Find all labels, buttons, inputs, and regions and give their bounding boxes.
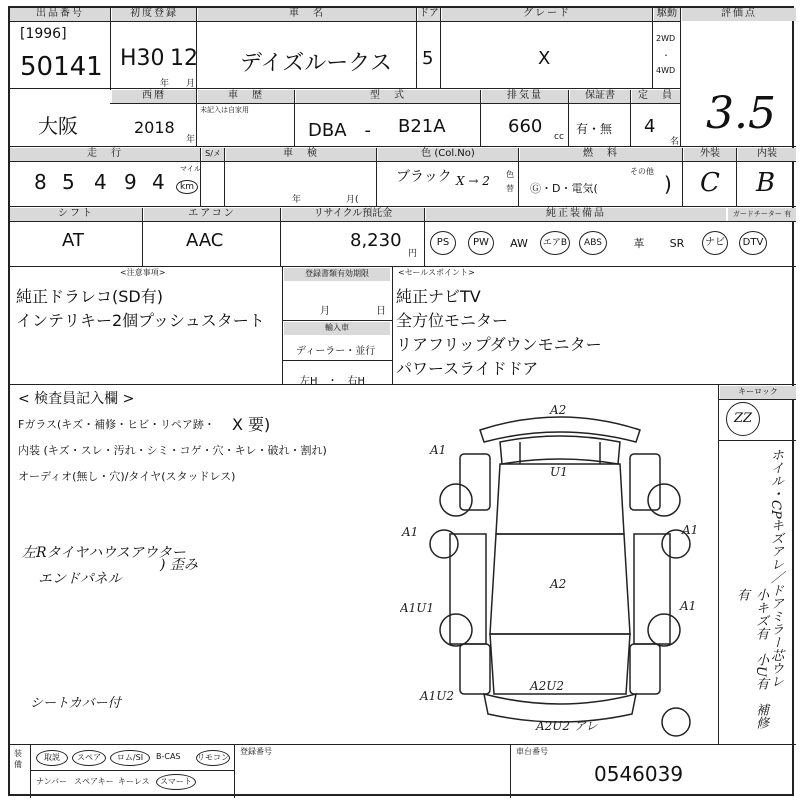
rule: [10, 206, 796, 207]
rule: [416, 8, 417, 88]
footer-option: スペアキー: [74, 777, 114, 786]
shift-header: シフト: [10, 208, 142, 221]
rule: [518, 148, 519, 206]
displacement-unit: cc: [554, 132, 564, 142]
steering-options: 左H ・ 右H: [300, 376, 366, 387]
handwritten-note: シートカバー付: [30, 696, 121, 711]
location: 大阪: [38, 114, 78, 138]
ac-value: AAC: [186, 230, 224, 251]
lot-code: [1996]: [20, 26, 67, 42]
western-year: 2018: [134, 118, 175, 137]
caution-line: インテリキー2個プッシュスタート: [16, 311, 265, 330]
front-right-fender: [630, 454, 660, 510]
damage-mark: A1: [402, 525, 419, 539]
equipment-ps: PS: [428, 230, 458, 256]
history-note: 未記入は自家用: [200, 106, 249, 114]
rule: [510, 744, 511, 798]
handwritten-note: エンドパネル: [38, 571, 122, 587]
sales-point: 全方位モニター: [396, 311, 509, 330]
recycle-unit: 円: [408, 249, 418, 259]
grade-header: グレード: [442, 8, 652, 21]
equipment-pw: PW: [466, 230, 496, 256]
registration-expiry-header: 登録書類有効期限: [284, 268, 390, 281]
first-reg-era: H30: [120, 46, 165, 71]
caution-line: 純正ドラレコ(SD有): [16, 287, 163, 306]
grade: X: [538, 48, 551, 69]
wheel-fl: [440, 484, 472, 516]
color-change-mark: X → 2: [456, 174, 490, 188]
first-registration-header: 初度登録: [112, 8, 196, 21]
hood-front: [500, 436, 620, 464]
rule: [568, 90, 569, 146]
rule: [652, 8, 653, 88]
left-doors: [450, 534, 486, 644]
damage-mark: A2: [550, 577, 567, 591]
month-unit: 月: [186, 79, 196, 89]
mileage-digit: 4: [94, 170, 107, 194]
rule: [224, 148, 225, 206]
damage-mark: A1: [430, 443, 447, 457]
mileage-digit: 5: [62, 170, 75, 194]
footer-option: ナンバー: [36, 777, 68, 786]
rule: [424, 208, 425, 266]
mileage-digit: 9: [124, 170, 137, 194]
damage-mark: A1: [680, 599, 697, 613]
front-left-fender: [460, 454, 490, 510]
color-name: ブラック: [396, 169, 452, 185]
rule: [376, 148, 377, 206]
side-note: ホイル・CPキズアレ／ドアミラー芯ウレ: [768, 448, 783, 688]
sales-point: リアフリップダウンモニター: [396, 335, 602, 354]
damage-mark: A2: [550, 403, 567, 417]
damage-mark: A1U1: [400, 601, 435, 615]
fuel-close-paren: ): [664, 172, 672, 196]
capacity-unit: 名: [670, 137, 680, 147]
rear-right-fender: [630, 644, 660, 694]
rule: [10, 88, 680, 89]
footer-option: ロム/SI: [110, 750, 150, 766]
inspection-year-unit: 年: [292, 195, 302, 205]
model-prefix: DBA -: [308, 120, 372, 141]
front-bumper: [480, 417, 640, 442]
km-unit-circled: km: [176, 180, 198, 194]
import-options: ディーラー・並行: [296, 346, 376, 357]
glass-mark: X 要): [232, 415, 271, 434]
wheel-rl: [440, 614, 472, 646]
capacity-header: 定 員: [632, 90, 680, 103]
equipment-airbag: エアB: [540, 230, 570, 256]
color-header: 色 (Col.No): [378, 148, 518, 161]
fuel-options: Ⓖ・D・電気(: [530, 182, 598, 195]
drive-2wd: 2WD: [656, 34, 676, 43]
import-header: 輸入車: [284, 322, 390, 335]
damage-mark: A1: [682, 523, 699, 537]
rule: [294, 90, 295, 146]
rule: [718, 384, 719, 744]
damage-mark: U1: [550, 465, 568, 479]
drive-4wd: 4WD: [656, 66, 676, 75]
ac-header: エアコン: [144, 208, 280, 221]
inspection-title: < 検査員記入欄 >: [18, 391, 135, 407]
footer-option: リモコン: [196, 750, 230, 766]
rule: [10, 146, 796, 147]
rule: [30, 744, 31, 798]
model-header: 型 式: [296, 90, 480, 103]
rule: [718, 440, 796, 441]
interior-line: 内装 (キズ・スレ・汚れ・シミ・コゲ・穴・キレ・破れ・割れ): [18, 444, 327, 457]
chassis-number: 0546039: [594, 762, 684, 786]
exterior-grade: C: [700, 168, 720, 198]
mirror-left: [430, 530, 458, 558]
damage-mark: A2U2 アレ: [536, 719, 598, 733]
door-header: ドア: [419, 8, 439, 19]
equipment-side-label: 装備: [14, 749, 22, 769]
door-count: 5: [422, 48, 434, 69]
rule: [682, 148, 683, 206]
car-damage-diagram: [400, 394, 720, 744]
rear-bumper: [484, 694, 636, 722]
drive-sep: ・: [662, 51, 670, 60]
score-header: 評価点: [682, 8, 796, 21]
recycle-header: リサイクル預託金: [282, 208, 424, 221]
fuel-other-label: その他: [630, 167, 654, 176]
rule: [10, 161, 796, 162]
lot-number: 50141: [20, 52, 103, 82]
rule: [480, 90, 481, 146]
car-name-header: 車 名: [198, 8, 416, 21]
damage-mark: A1U2: [420, 689, 455, 703]
western-year-header: 西暦: [112, 90, 196, 103]
equipment-dtv: DTV: [738, 230, 768, 256]
capacity-value: 4: [644, 116, 656, 137]
score-value: 3.5: [706, 88, 776, 139]
spare-mark: [662, 708, 690, 736]
audio-tire-line: オーディオ(無し・穴)/タイヤ(スタッドレス): [18, 470, 236, 483]
reg-month: 月: [320, 306, 330, 317]
exterior-header: 外装: [684, 148, 736, 161]
rule: [142, 208, 143, 266]
wheel-rr: [648, 614, 680, 646]
inspection-month-unit: 月(: [346, 195, 359, 205]
key-lock-header: キーロック: [720, 386, 796, 399]
mile-unit: マイル: [180, 165, 201, 173]
rule: [736, 148, 737, 206]
rule: [680, 8, 681, 146]
rear-left-fender: [460, 644, 490, 694]
equipment-navi: ナビ: [700, 230, 730, 256]
footer-option: スペア: [72, 750, 106, 766]
key-lock-mark: ZZ: [726, 402, 760, 436]
caution-label: <注意事項>: [120, 268, 166, 277]
rule: [440, 8, 441, 88]
color-swap-label: 色替: [506, 170, 514, 193]
handwritten-note: 左Rタイヤハウスアウター: [22, 545, 186, 561]
footer-option: B-CAS: [156, 752, 181, 761]
lot-number-header: 出品番号: [10, 8, 110, 21]
displacement-value: 660: [508, 116, 543, 137]
equipment-header: 純正装備品: [426, 208, 726, 221]
rule: [10, 384, 796, 385]
chassis-number-label: 車台番号: [516, 747, 548, 756]
footer-option: キーレス: [118, 777, 150, 786]
reg-day: 日: [376, 306, 386, 317]
auction-sheet: [8, 6, 794, 796]
sales-point: パワースライドドア: [396, 359, 539, 378]
car-name: デイズルークス: [240, 51, 393, 76]
model-code: B21A: [398, 116, 446, 137]
rule: [392, 266, 393, 384]
sales-point: 純正ナビTV: [396, 287, 481, 306]
meter-header: S/メ: [202, 148, 224, 161]
mileage-digit: 8: [34, 170, 47, 194]
recycle-value: 8,230: [350, 230, 402, 251]
glass-line: Fガラス(キズ・補修・ヒビ・リペア跡・: [18, 418, 215, 431]
rule: [10, 221, 796, 222]
rule: [282, 266, 283, 384]
year-unit: 年: [160, 79, 170, 89]
right-doors: [634, 534, 670, 644]
footer-option: スマート: [156, 774, 196, 790]
fuel-header: 燃 料: [520, 148, 682, 161]
equipment-aw: AW: [510, 236, 528, 250]
rule: [234, 744, 235, 798]
interior-grade: B: [756, 168, 776, 198]
rule: [110, 103, 680, 104]
rule: [196, 8, 197, 146]
mileage-digit: 4: [152, 170, 165, 194]
side-note: 小キズ有 小U有 補修有: [734, 588, 768, 729]
equipment-abs: ABS: [578, 230, 608, 256]
equipment-leather: 革: [633, 237, 645, 250]
equipment-sr: SR: [669, 236, 685, 250]
mileage-header: 走 行: [10, 148, 200, 161]
warranty-header: 保証書: [570, 90, 630, 103]
rule: [200, 148, 201, 206]
handwritten-note: ) 歪み: [160, 557, 198, 573]
interior-header: 内装: [738, 148, 796, 161]
shift-value: AT: [62, 230, 84, 251]
rule: [282, 320, 392, 321]
first-reg-month: 12: [170, 46, 198, 71]
rule: [30, 770, 234, 771]
rule: [282, 360, 392, 361]
damage-mark: A2U2: [530, 679, 565, 693]
warranty-options: 有・無: [576, 122, 613, 136]
wheel-fr: [648, 484, 680, 516]
drive-header: 駆動: [654, 8, 680, 21]
western-year-unit: 年: [186, 135, 196, 145]
rule: [718, 399, 796, 400]
footer-option: 取説: [36, 750, 68, 766]
rule: [110, 8, 111, 90]
displacement-header: 排気量: [482, 90, 568, 103]
registration-number-label: 登録番号: [240, 747, 272, 756]
inspection-header: 車 検: [226, 148, 376, 161]
sales-label: <セールスポイント>: [398, 268, 475, 277]
rule: [10, 744, 796, 745]
rule: [630, 90, 631, 146]
rule: [280, 208, 281, 266]
vg-header: ガードチーター 有: [728, 208, 796, 221]
history-header: 車 歴: [198, 90, 294, 103]
